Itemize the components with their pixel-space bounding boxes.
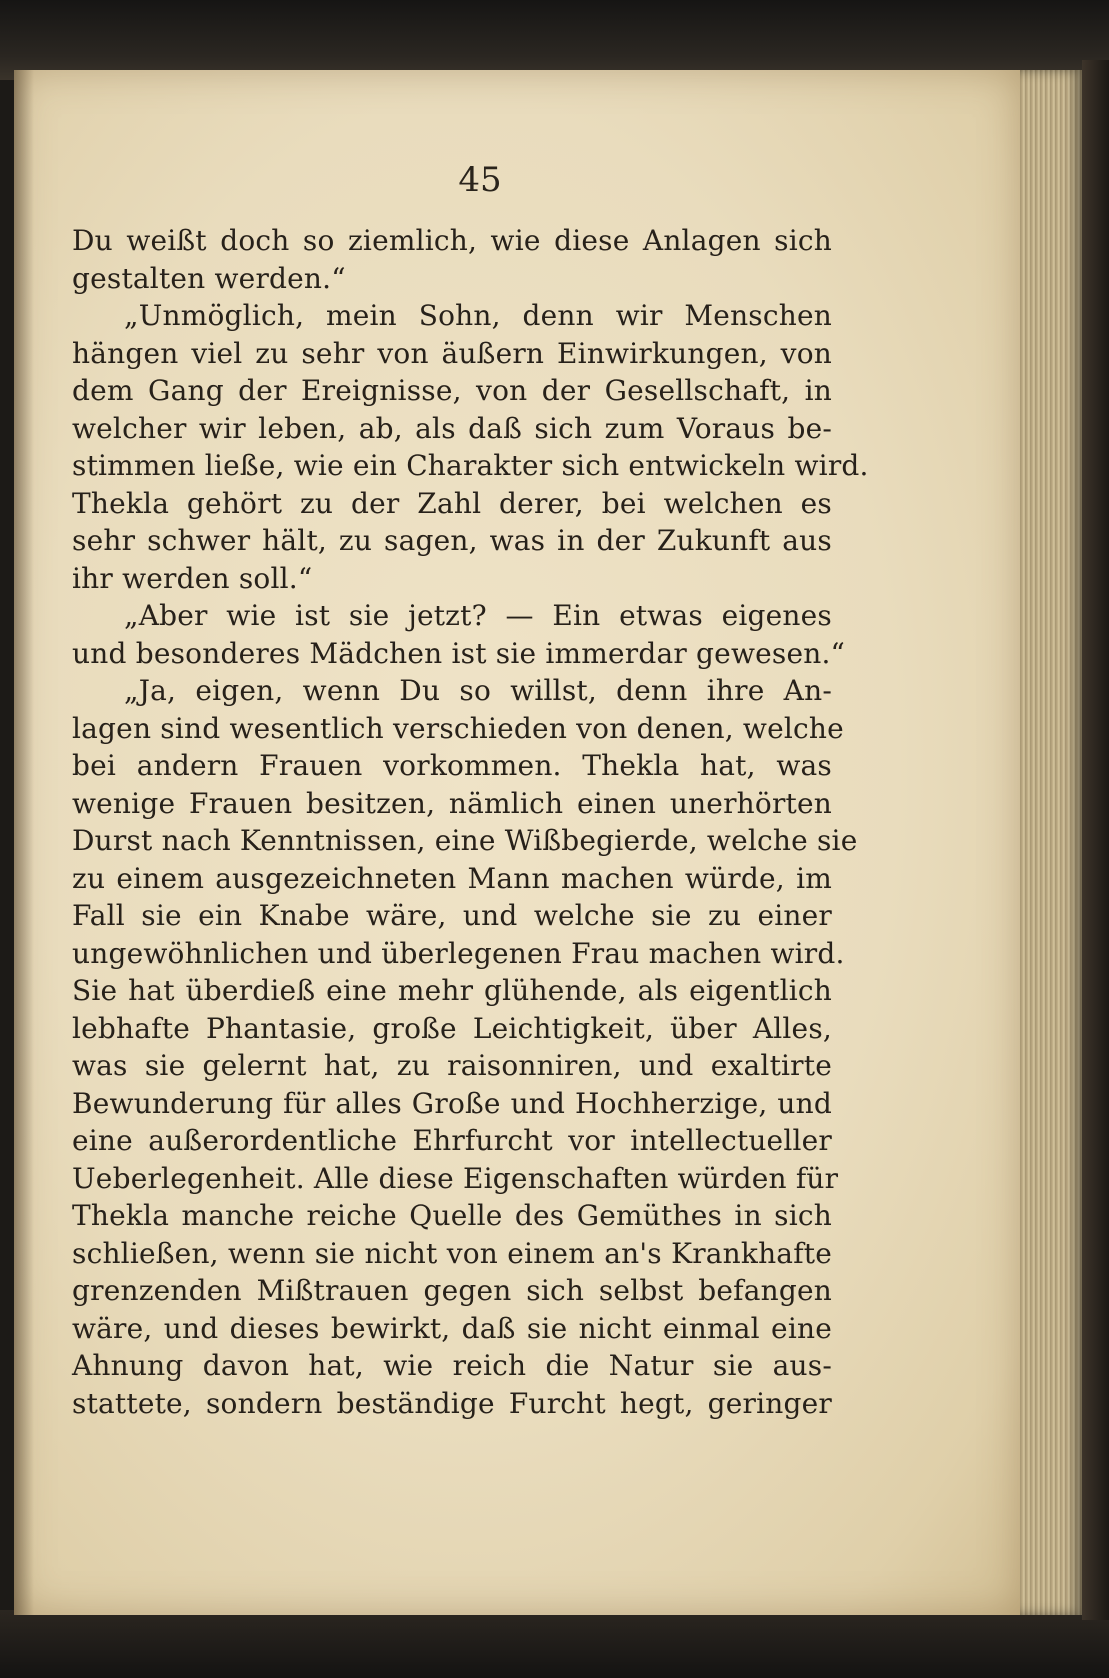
text-line: Durst nach Kenntnissen, eine Wißbegierde, welche sie: [72, 824, 858, 857]
text-line: was sie gelernt hat, zu raisonniren, und exaltirte: [72, 1049, 832, 1082]
text-line: und besonderes Mädchen ist sie immerdar gewesen.“: [72, 636, 846, 670]
text-line: grenzenden Mißtrauen gegen sich selbst befangen: [72, 1274, 832, 1307]
text-line: „Unmöglich, mein Sohn, denn wir Menschen: [124, 299, 832, 332]
text-line: dem Gang der Ereignisse, von der Gesellschaft, in: [72, 374, 832, 407]
text-line: zu einem ausgezeichneten Mann machen würde, im: [72, 861, 832, 895]
gutter-shadow: [14, 70, 34, 1615]
text-line: bei andern Frauen vorkommen. Thekla hat, was: [72, 749, 832, 782]
text-line: wäre, und dieses bewirkt, daß sie nicht einmal eine: [72, 1311, 832, 1345]
text-line: hängen viel zu sehr von äußern Einwirkungen, von: [72, 336, 832, 370]
text-line: Ahnung davon hat, wie reich die Natur sie aus-: [72, 1349, 832, 1382]
text-line: „Ja, eigen, wenn Du so willst, denn ihre An-: [124, 674, 832, 707]
text-line: ihr werden soll.“: [72, 561, 313, 595]
text-line: Thekla gehört zu der Zahl derer, bei welchen es: [72, 486, 832, 520]
book-top-shadow: [0, 0, 1109, 80]
text-line: stimmen ließe, wie ein Charakter sich entwickeln wird.: [72, 449, 869, 482]
text-line: lebhafte Phantasie, große Leichtigkeit, über Alles,: [72, 1011, 832, 1045]
book-cover-edge: [1082, 60, 1109, 1620]
page-stack-edges: [1012, 70, 1082, 1615]
text-line: Thekla manche reiche Quelle des Gemüthes in sich: [72, 1199, 832, 1232]
text-line: lagen sind wesentlich verschieden von denen, welche: [72, 711, 844, 745]
text-line: eine außerordentliche Ehrfurcht vor intellectueller: [72, 1124, 832, 1157]
text-line: ungewöhnlichen und überlegenen Frau machen wird.: [72, 936, 845, 970]
text-line: gestalten werden.“: [72, 261, 346, 295]
text-line: wenige Frauen besitzen, nämlich einen unerhörten: [72, 786, 832, 820]
text-line: welcher wir leben, ab, als daß sich zum Voraus be-: [72, 411, 832, 445]
text-line: stattete, sondern beständige Furcht hegt, geringer: [72, 1386, 832, 1420]
text-line: Bewunderung für alles Große und Hochherzige, und: [72, 1086, 832, 1120]
text-line: Du weißt doch so ziemlich, wie diese Anlagen sich: [72, 224, 832, 257]
page-number: 45: [458, 160, 502, 200]
text-line: Fall sie ein Knabe wäre, und welche sie zu einer: [72, 899, 832, 932]
text-line: schließen, wenn sie nicht von einem an's Krankhafte: [72, 1236, 832, 1270]
text-line: Ueberlegenheit. Alle diese Eigenschaften würden für: [72, 1161, 839, 1195]
book-bottom-shadow: [0, 1610, 1109, 1678]
text-line: „Aber wie ist sie jetzt? — Ein etwas eigenes: [124, 599, 832, 632]
body-text: [72, 222, 869, 1422]
text-line: sehr schwer hält, zu sagen, was in der Zukunft aus: [72, 524, 832, 557]
text-line: Sie hat überdieß eine mehr glühende, als eigentlich: [72, 974, 832, 1007]
